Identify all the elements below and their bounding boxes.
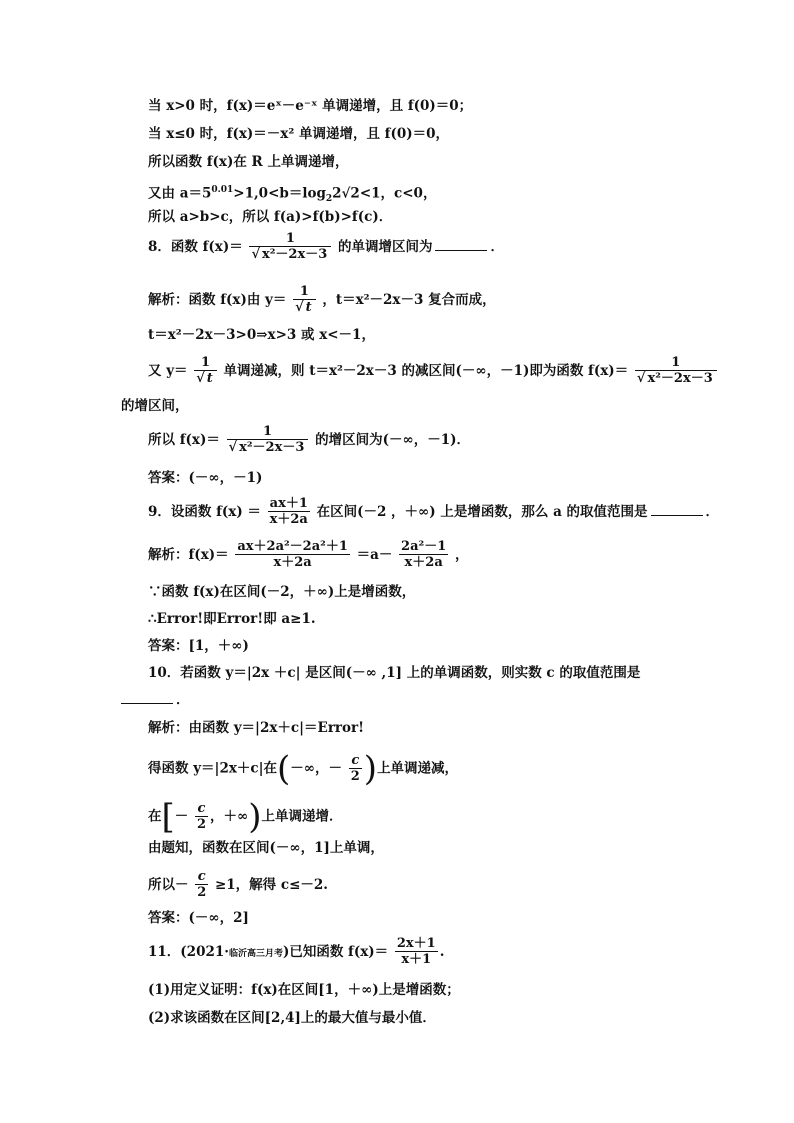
line-1: 当 x>0 时，f(x)＝eˣ－e⁻ˣ 单调递增，且 f(0)＝0； (148, 98, 473, 114)
exponent: 0.01 (211, 185, 234, 195)
text: 上单调递增． (261, 808, 343, 825)
numerator: 1 (671, 355, 681, 370)
question-8 (148, 232, 504, 263)
radicand: t (206, 371, 213, 387)
line-3: 所以函数 f(x)在 R 上单调递增， (148, 154, 349, 170)
answer-blank (435, 238, 487, 251)
line-5: 所以 a>b>c，所以 f(a)>f(b)>f(c)． (148, 209, 393, 225)
text: 的单调增区间为 (337, 238, 433, 255)
numerator: 1 (262, 424, 272, 439)
text: ，t＝x²－2x－3 复合而成， (322, 291, 496, 308)
text: 在区间(－2 ，＋∞) 上是增函数，那么 a 的取值范围是 (316, 503, 648, 520)
text: >1,0<b＝log (233, 185, 326, 202)
text: －∞，－ (290, 760, 343, 777)
text: ，＋∞ (210, 808, 249, 825)
text: 在 (148, 808, 162, 825)
text: ． (705, 503, 720, 520)
denominator: x＋2a (235, 554, 350, 570)
numerator: c (197, 800, 206, 816)
numerator: c (197, 869, 206, 884)
answer-blank (651, 503, 703, 516)
denominator: x＋1 (395, 951, 438, 967)
fraction (195, 802, 208, 833)
solution-10-line-1: 解析：由函数 y＝|2x＋c|＝Error! (148, 720, 365, 736)
denominator: √ t (293, 299, 316, 315)
denominator: √ x²－2x－3 (227, 439, 309, 455)
text: ， (454, 546, 469, 563)
answer-9: 答案：[1，＋∞) (148, 638, 249, 654)
solution-10-line-5 (148, 870, 328, 901)
radicand: x²－2x－3 (647, 371, 713, 387)
denominator: √ t (194, 370, 217, 386)
solution-8-line-5 (148, 425, 470, 456)
denominator: 2 (350, 769, 360, 784)
denominator: x＋2a (399, 554, 448, 570)
fraction (195, 870, 208, 901)
line-4 (148, 180, 436, 209)
fraction (395, 937, 438, 968)
line-2: 当 x≤0 时，f(x)＝－x² 单调递增，且 f(0)＝0， (148, 126, 450, 142)
numerator: 1 (201, 355, 211, 370)
numerator: ax＋2a²－2a²＋1 (237, 539, 348, 554)
text: 8．函数 f(x)＝ (148, 238, 243, 255)
fraction (293, 285, 316, 316)
question-11 (148, 937, 444, 968)
question-10-cont (121, 690, 190, 710)
answer-blank (121, 691, 173, 704)
fraction (194, 356, 217, 387)
numerator: 1 (285, 231, 295, 246)
fraction (399, 540, 448, 571)
text: 又 y＝ (148, 362, 188, 379)
solution-8-line-2: t＝x²－2x－3>0⇒x>3 或 x<－1， (148, 327, 375, 343)
radicand: t (305, 300, 312, 316)
radicand: x²－2x－3 (261, 247, 328, 263)
fraction (249, 232, 331, 263)
source-note: 临沂高三月考 (228, 948, 283, 959)
solution-9-line-1 (148, 540, 468, 571)
question-11-part-2: (2)求该函数在区间[2,4]上的最大值与最小值． (148, 1010, 436, 1026)
right-paren: ) (363, 749, 378, 789)
text: 得函数 y＝|2x＋c|在 (148, 760, 278, 777)
numerator: 2a²－1 (401, 539, 447, 554)
right-paren: ) (248, 797, 262, 837)
text: 的增区间为(－∞，－1)． (315, 431, 471, 448)
solution-8-line-4: 的增区间， (121, 398, 189, 414)
solution-8-line-3 (148, 356, 719, 387)
numerator: c (351, 752, 360, 768)
left-paren: ( (277, 749, 291, 789)
text: 11．(2021· (148, 943, 229, 960)
fraction (349, 754, 362, 785)
numerator: 2x＋1 (396, 936, 436, 951)
text: 解析：函数 f(x)由 y＝ (148, 291, 287, 308)
answer-8: 答案：(－∞，－1) (148, 470, 263, 486)
text: － (174, 808, 189, 825)
text: )已知函数 f(x)＝ (282, 943, 389, 960)
text: ＝a－ (356, 546, 393, 563)
question-10: 10．若函数 y＝|2x ＋c| 是区间(－∞ ,1] 上的单调函数，则实数 c 的取值范围是 (148, 665, 641, 681)
text: 9．设函数 f(x) ＝ (148, 503, 261, 520)
text: 解析：f(x)＝ (148, 546, 229, 563)
solution-9-line-3: ∴Error!即Error!即 a≥1. (148, 611, 316, 627)
text: 所以 f(x)＝ (148, 431, 220, 448)
answer-10: 答案：(－∞，2] (148, 910, 249, 926)
left-bracket: [ (161, 797, 175, 837)
numerator: ax＋1 (269, 496, 308, 511)
question-9 (148, 497, 719, 528)
text: 上单调递减， (377, 760, 459, 777)
text: 2√2<1，c<0， (332, 185, 437, 202)
log-base: 2 (325, 194, 333, 205)
numerator: 1 (299, 284, 309, 299)
fraction (268, 497, 310, 528)
text: 单调递减，则 t＝x²－2x－3 的减区间(－∞，－1)即为函数 f(x)＝ (223, 362, 629, 379)
solution-9-line-2: ∵函数 f(x)在区间(－2，＋∞)上是增函数， (148, 584, 416, 600)
solution-10-line-3 (148, 797, 343, 837)
question-11-part-1: (1)用定义证明：f(x)在区间[1，＋∞)上是增函数； (148, 982, 460, 998)
solution-10-line-2 (148, 749, 459, 789)
denominator: x＋2a (269, 512, 308, 528)
denominator: 2 (197, 885, 207, 901)
text: 又由 a＝5 (148, 185, 212, 202)
radicand: x²－2x－3 (239, 440, 305, 456)
solution-10-line-4: 由题知，函数在区间(－∞，1]上单调， (148, 840, 384, 856)
text: . (439, 943, 445, 960)
denominator: √ x²－2x－3 (635, 370, 717, 386)
solution-8-line-1 (148, 285, 496, 316)
fraction (635, 356, 717, 387)
fraction (235, 540, 350, 571)
text: ． (490, 238, 504, 255)
fraction (227, 425, 309, 456)
text: 所以－ (148, 876, 189, 893)
text: ． (176, 692, 190, 708)
text: ≥1，解得 c≤－2. (214, 876, 328, 893)
denominator: √ x²－2x－3 (249, 246, 331, 262)
denominator: 2 (196, 817, 207, 832)
